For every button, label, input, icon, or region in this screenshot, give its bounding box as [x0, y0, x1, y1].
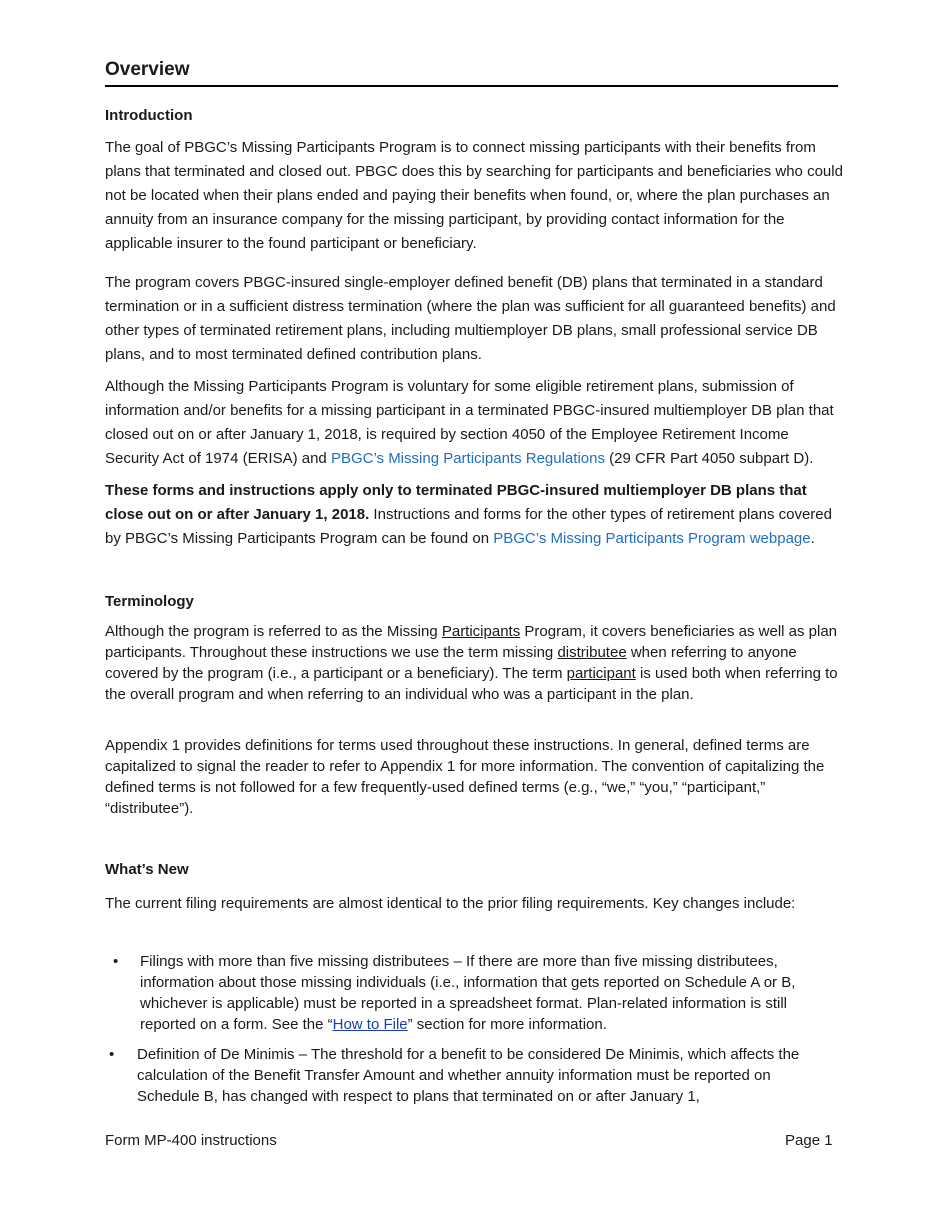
- terminology-heading: Terminology: [105, 593, 194, 610]
- intro-p3-text-b: (29 CFR Part 4050 subpart D).: [604, 450, 814, 467]
- terminology-paragraph-1: [105, 621, 843, 705]
- term-participants-underlined: Participants: [441, 623, 521, 640]
- intro-p3-text-a: Although the Missing Participants Program is voluntary for some eligible retirement plans, submission of information and/or benefits for a missing participant in a terminated PBGC-insured multiemployer DB plan that closed out on or after January 1, 2018, is required by section 4050 of the Employee Retirement Income Security Act of 1974 (ERISA) and: [105, 378, 834, 467]
- document-page: [105, 0, 845, 1230]
- terminology-paragraph-2: Appendix 1 provides definitions for terms used throughout these instructions. In general, defined terms are capitalized to signal the reader to refer to Appendix 1 for more information. The convention of capitalizing the defined terms is not followed for a few frequently-used defined terms (e.g., “we,” “you,” “participant,” “distributee”).: [105, 737, 825, 817]
- missing-participants-regulations-link[interactable]: PBGC’s Missing Participants Regulations: [330, 450, 605, 467]
- term-p1-text-d: is used both when referring to the overall program and when referring to an individual who was a participant in the plan.: [105, 665, 838, 703]
- term-p1-text-a: Although the program is referred to as the Missing: [105, 623, 442, 640]
- bullet-item-de-minimis: Definition of De Minimis – The threshold for a benefit to be considered De Minimis, which affects the calculation of the Benefit Transfer Amount and whether annuity information must be reported on Schedule B, has changed with respect to plans that terminated on or after January 1,: [137, 1046, 800, 1105]
- whats-new-paragraph: The current filing requirements are almost identical to the prior filing requirements. Key changes include:: [105, 895, 796, 912]
- intro-paragraph-4: [105, 479, 843, 551]
- term-distributee-underlined: distributee: [557, 644, 627, 661]
- introduction-heading: Introduction: [105, 107, 193, 124]
- intro-paragraph-3: [105, 375, 843, 471]
- footer-page-number: Page 1: [785, 1132, 833, 1149]
- how-to-file-link[interactable]: How to File: [332, 1016, 408, 1033]
- bullet-item-spreadsheet-format: [140, 951, 820, 1035]
- page-title: Overview: [105, 57, 838, 87]
- bullet-1-text-a: Filings with more than five missing distributees – If there are more than five missing distributees, information about those missing individuals (i.e., information that gets reported on Schedule A or B, whichever is applicable) must be reported in a spreadsheet format. Plan-related information is still reported on a form. See the “: [140, 953, 796, 1033]
- whats-new-heading: What’s New: [105, 861, 189, 878]
- bullet-marker-1: •: [113, 953, 119, 970]
- bullet-1-text-b: ” section for more information.: [407, 1016, 607, 1033]
- term-participant-underlined: participant: [566, 665, 636, 682]
- term-p1-text-c: when referring to anyone covered by the program (i.e., a participant or a beneficiary). The term: [105, 644, 797, 682]
- missing-participants-webpage-link[interactable]: PBGC’s Missing Participants Program webpage: [493, 530, 811, 547]
- intro-p4-bold-text: These forms and instructions apply only to terminated PBGC-insured multiemployer DB plans that close out on or after January 1, 2018.: [105, 482, 807, 523]
- term-p1-text-b: Program, it covers beneficiaries as well as plan participants. Throughout these instructions we use the term missing: [105, 623, 838, 661]
- footer-form-name: Form MP-400 instructions: [105, 1132, 277, 1149]
- intro-paragraph-1: The goal of PBGC’s Missing Participants Program is to connect missing participants with their benefits from plans that terminated and closed out. PBGC does this by searching for participants and beneficiaries who could not be located when their plans ended and paying their benefits when found, or, where the plan purchases an annuity from an insurance company for the missing participant, by providing contact information for the applicable insurer to the found participant or beneficiary.: [105, 139, 843, 252]
- bullet-marker-2: •: [109, 1046, 115, 1063]
- intro-paragraph-2: The program covers PBGC-insured single-employer defined benefit (DB) plans that terminated in a standard termination or in a sufficient distress termination (where the plan was sufficient for all guaranteed benefits) and other types of terminated retirement plans, including multiemployer DB plans, small professional service DB plans, and to most terminated defined contribution plans.: [105, 274, 836, 363]
- intro-p4-text-a: Instructions and forms for the other types of retirement plans covered by PBGC’s Missing Participants Program can be found on: [105, 506, 832, 547]
- intro-p4-text-b: .: [810, 530, 815, 547]
